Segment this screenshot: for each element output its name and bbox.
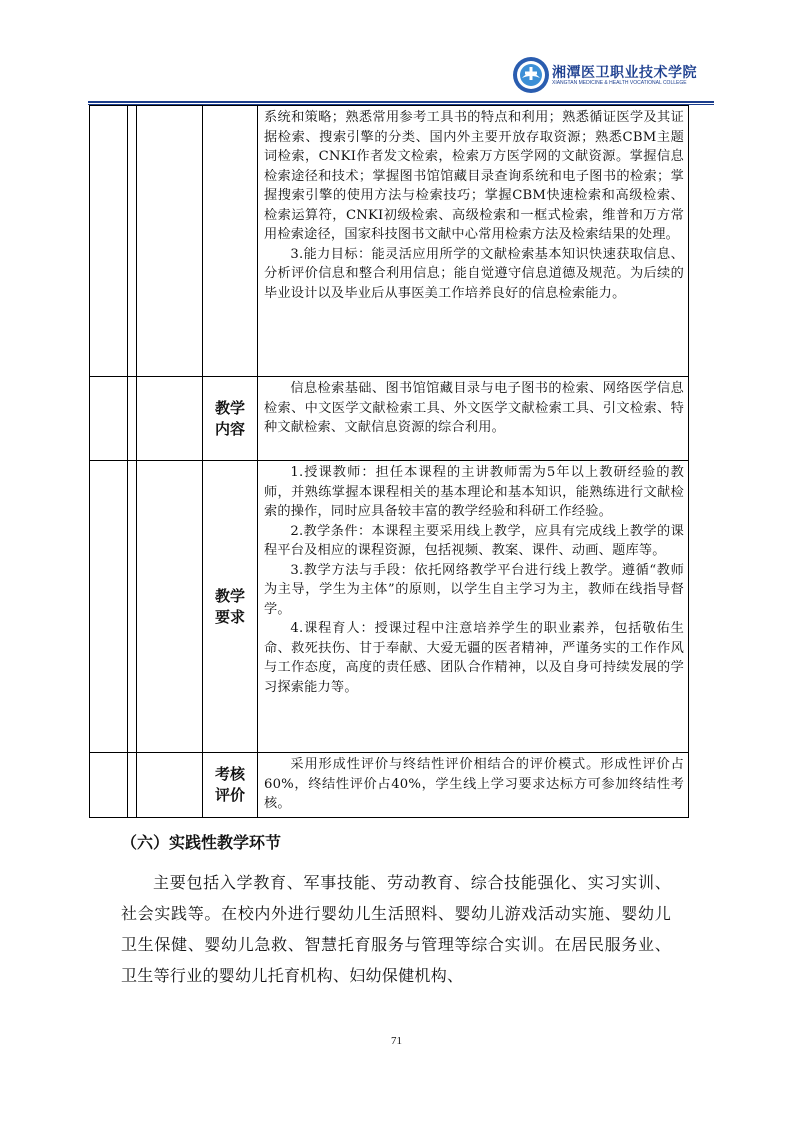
assessment-text: 采用形成性评价与终结性评价相结合的评价模式。形成性评价占60%，终结性评价占40%，学生线上学习要求达标方可参加终结性考核。 [264,757,684,811]
table-cell-empty [137,377,203,461]
requirement-methods-text: 3.教学方法与手段：依托网络教学平台进行线上教学。遵循“教师为主导，学生为主体”的原则，以学生自主学习为主，教师在线指导督学。 [264,562,684,617]
section-title: （六）实践性教学环节 [121,833,282,852]
requirement-education-text: 4.课程育人：授课过程中注意培养学生的职业素养，包括敬佑生命、救死扶伤、甘于奉献、大爱无疆的医者精神，严谨务实的工作作风与工作态度，高度的责任感、团队合作精神，以及自身可持续发展的学习探索能力等。 [264,621,684,695]
table-row [90,106,689,377]
teaching-content-label: 教学 内容 [203,377,258,461]
table-row [90,461,689,753]
teaching-content-cell [258,377,689,461]
table-cell-empty [128,106,137,377]
objectives-cell [258,106,689,377]
table-cell-empty [90,377,128,461]
header-rule [88,101,714,103]
requirement-teacher-text: 1.授课教师：担任本课程的主讲教师需为5年以上教研经验的教师，并熟练掌握本课程相关的基本理论和基本知识，能熟练进行文献检索的操作，同时应具备较丰富的教学经验和科研工作经验。 [264,465,684,519]
school-name: 湘潭医卫职业技术学院 [552,65,697,81]
table-cell-empty [203,106,258,377]
course-table [89,105,689,818]
school-name-en: XIANGTAN MEDICINE & HEALTH VOCATIONAL COLLEGE [552,80,687,86]
knowledge-goal-text: 系统和策略；熟悉常用参考工具书的特点和利用；熟悉循证医学及其证据检索、搜索引擎的分类、国内外主要开放存取资源；熟悉CBM主题词检索，CNKI作者发文检索，检索万方医学网的文献资源。掌握信息检索途径和技术；掌握图书馆馆藏目录查询系统和电子图书的检索；掌握搜索引擎的使用方法与检索技巧；掌握CBM快速检索和高级检索、检索运算符，CNKI初级检索、高级检索和一框式检索，维普和万方常用检索途径，国家科技图书文献中心常用检索方法及检索结果的处理。 [264,110,684,242]
section-body [121,867,671,991]
assessment-label: 考核 评价 [203,753,258,818]
table-cell-empty [137,106,203,377]
teaching-requirements-label: 教学 要求 [203,461,258,753]
teaching-requirements-cell [258,461,689,753]
table-cell-empty [90,753,128,818]
page-number: 71 [391,1035,402,1047]
table-cell-empty [137,461,203,753]
table-cell-empty [128,753,137,818]
assessment-cell [258,753,689,818]
table-cell-empty [90,461,128,753]
table-row [90,377,689,461]
table-cell-empty [90,106,128,377]
ability-goal-text: 3.能力目标：能灵活应用所学的文献检索基本知识快速获取信息、分析评价信息和整合利用信息；能自觉遵守信息道德及规范。为后续的毕业设计以及毕业后从事医美工作培养良好的信息检索能力。 [264,246,684,301]
teaching-content-text: 信息检索基础、图书馆馆藏目录与电子图书的检索、网络医学信息检索、中文医学文献检索工具、外文医学文献检索工具、引文检索、特种文献检索、文献信息资源的综合利用。 [264,381,684,435]
table-cell-empty [137,753,203,818]
table-cell-empty [128,461,137,753]
table-row [90,753,689,818]
section-paragraph: 主要包括入学教育、军事技能、劳动教育、综合技能强化、实习实训、社会实践等。在校内外进行婴幼儿生活照料、婴幼儿游戏活动实施、婴幼儿卫生保健、婴幼儿急救、智慧托育服务与管理等综合实训。在居民服务业、卫生等行业的婴幼儿托育机构、妇幼保健机构、 [121,873,671,985]
school-logo [512,56,722,96]
table-cell-empty [128,377,137,461]
requirement-conditions-text: 2.教学条件：本课程主要采用线上教学，应具有完成线上教学的课程平台及相应的课程资源，包括视频、教案、课件、动画、题库等。 [264,523,684,558]
school-emblem-icon [512,56,550,94]
